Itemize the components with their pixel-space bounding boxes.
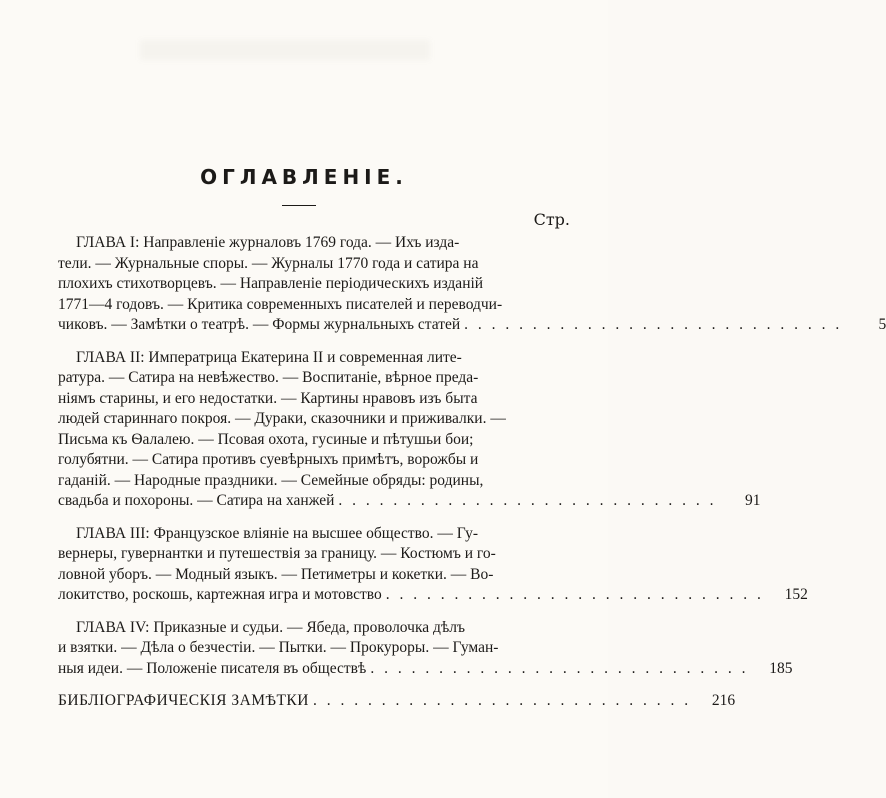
toc-entry-chapter-1[interactable] [58,233,886,336]
toc-line: ГЛАВА III: Французское влiянiе на высшее общество. — Гу- [76,524,478,542]
toc-line: свадьба и похороны. — Сатира на ханжей . . . . . . . . . . . . . . . . . . . . . . . . . . . . 91 [58,491,570,512]
page-column-label: Стр. [533,210,570,229]
toc-entry-chapter-2[interactable] [58,348,761,512]
toc-line: 1771—4 годовъ. — Критика современныхъ писателей и переводчи- [58,295,503,313]
toc-line: ГЛАВА II: Императрица Екатерина II и современная лите- [76,348,462,366]
toc-line: людей стариннаго покроя. — Дураки, сказочники и приживалки. — [58,410,506,427]
title-rule [282,205,316,206]
toc-entry-chapter-3[interactable] [58,524,808,606]
toc-line: ныя идеи. — Положенiе писателя въ обществѣ . . . . . . . . . . . . . . . . . . . . . . . . . . . . 185 [58,659,570,680]
toc-line: гаданiй. — Народные праздники. — Семейные обряды: родины, [58,471,484,489]
toc-line: Письма къ Ѳалалею. — Псовая охота, гусиные и пѣтушьи бои; [58,430,474,448]
toc-line: ГЛАВА I: Направленiе журналовъ 1769 года. — Ихъ изда- [76,234,460,251]
toc-entry-chapter-4[interactable] [58,618,793,680]
bibliography-label: БИБЛIОГРАФИЧЕСКIЯ ЗАМѢТКИ [58,692,309,709]
toc-entry-bibliography[interactable] [58,691,736,712]
page-number: 152 [784,586,808,603]
show-through-text [140,40,430,60]
table-of-contents [58,233,886,712]
dot-leader: . . . . . . . . . . . . . . . . . . . . . . . . . . . . [385,586,764,603]
toc-line: и взятки. — Дѣла о безчестiи. — Пытки. — Прокуроры. — Гуман- [58,639,499,656]
dot-leader: . . . . . . . . . . . . . . . . . . . . . . . . . . . . [370,659,749,677]
toc-line: нiямъ старины, и его недостатки. — Картины нравовъ изъ быта [58,389,478,407]
toc-line: ратура. — Сатира на невѣжество. — Воспитанiе, вѣрное преда- [58,369,479,386]
toc-line: голубятни. — Сатира противъ суевѣрныхъ примѣтъ, ворожбы и [58,451,479,468]
toc-line: локитство, роскошь, картежная игра и мотовство . . . . . . . . . . . . . . . . . . . . . . . . . . . . 152 [58,585,570,606]
toc-line: ловной уборъ. — Модный языкъ. — Петиметры и кокетки. — Во- [58,565,494,583]
page-number: 216 [711,692,736,709]
toc-line: чиковъ. — Замѣтки о театрѣ. — Формы журнальныхъ статей . . . . . . . . . . . . . . . . . . . . . . . . . . . . 5 [58,315,570,336]
dot-leader: . . . . . . . . . . . . . . . . . . . . . . . . . . . . [312,692,692,709]
dot-leader: . . . . . . . . . . . . . . . . . . . . . . . . . . . . [338,492,717,509]
page-number: 185 [769,659,793,677]
toc-line: вернеры, гувернантки и путешествiя за границу. — Костюмъ и го- [58,545,496,562]
page-number: 91 [745,492,761,509]
toc-line: ГЛАВА IV: Приказные и судьи. — Ябеда, проволочка дѣлъ [76,618,466,636]
page-number: 5 [878,316,886,333]
page-title: ОГЛАВЛЕНIЕ. [200,165,408,189]
dot-leader: . . . . . . . . . . . . . . . . . . . . . . . . . . . . [464,316,843,333]
toc-line: тели. — Журнальные споры. — Журналы 1770 года и сатира на [58,254,479,272]
toc-line: плохихъ стихотворцевъ. — Направленiе перiодическихъ изданiй [58,275,484,292]
